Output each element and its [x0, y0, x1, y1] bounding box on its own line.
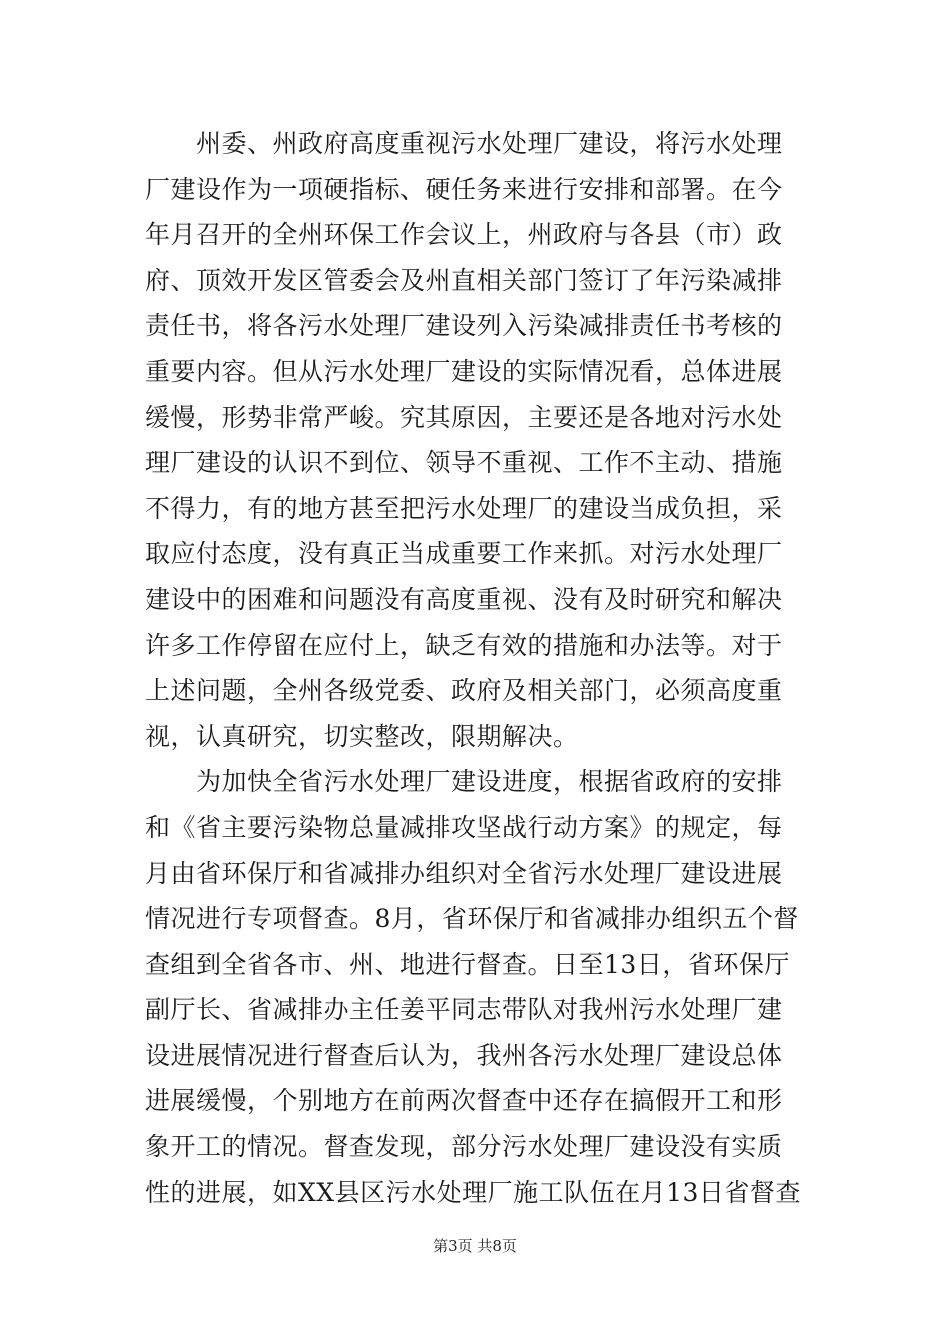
text-line: 和《省主要污染物总量减排攻坚战行动方案》的规定，每 — [145, 812, 783, 842]
text-line: 为加快全省污水处理厂建设进度，根据省政府的安排 — [145, 767, 783, 797]
text-line: 取应付态度，没有真正当成重要工作来抓。对污水处理厂 — [145, 539, 783, 569]
text-line: 月由省环保厅和省减排办组织对全省污水处理厂建设进展 — [145, 858, 783, 888]
text-line: 理厂建设的认识不到位、领导不重视、工作不主动、措施 — [145, 448, 783, 478]
text-line: 进展缓慢，个别地方在前两次督查中还存在搞假开工和形 — [145, 1086, 783, 1116]
text-line: 责任书，将各污水处理厂建设列入污染减排责任书考核的 — [145, 311, 783, 341]
page-number-label: 第3页 共8页 — [433, 1237, 517, 1255]
paragraph-2 — [145, 759, 815, 1215]
text-line: 上述问题，全州各级党委、政府及相关部门，必须高度重 — [145, 676, 783, 706]
text-line: 视，认真研究，切实整改，限期解决。 — [145, 721, 579, 751]
text-line: 性的进展，如XX县区污水处理厂施工队伍在月13日省督查 — [145, 1177, 801, 1207]
document-body — [145, 121, 815, 1215]
text-line: 设进展情况进行督查后认为，我州各污水处理厂建设总体 — [145, 1040, 783, 1070]
text-line: 州委、州政府高度重视污水处理厂建设，将污水处理 — [145, 129, 783, 158]
text-line: 查组到全省各市、州、地进行督查。日至13日，省环保厅 — [145, 949, 790, 979]
text-line: 许多工作停留在应付上，缺乏有效的措施和办法等。对于 — [145, 630, 783, 660]
text-line: 情况进行专项督查。8月，省环保厅和省减排办组织五个督 — [145, 904, 799, 934]
page-footer — [0, 1236, 950, 1256]
text-line: 缓慢，形势非常严峻。究其原因，主要还是各地对污水处 — [145, 402, 783, 432]
text-line: 年月召开的全州环保工作会议上，州政府与各县（市）政 — [145, 220, 783, 250]
text-line: 建设中的困难和问题没有高度重视、没有及时研究和解决 — [145, 584, 783, 614]
text-line: 厂建设作为一项硬指标、硬任务来进行安排和部署。在今 — [145, 174, 783, 204]
text-line: 重要内容。但从污水处理厂建设的实际情况看，总体进展 — [145, 356, 783, 386]
text-line: 副厅长、省减排办主任姜平同志带队对我州污水处理厂建 — [145, 995, 783, 1025]
text-line: 不得力，有的地方甚至把污水处理厂的建设当成负担，采 — [145, 493, 783, 523]
paragraph-1 — [145, 121, 815, 759]
text-line: 府、顶效开发区管委会及州直相关部门签订了年污染减排 — [145, 265, 783, 295]
text-line: 象开工的情况。督查发现，部分污水处理厂建设没有实质 — [145, 1132, 783, 1162]
